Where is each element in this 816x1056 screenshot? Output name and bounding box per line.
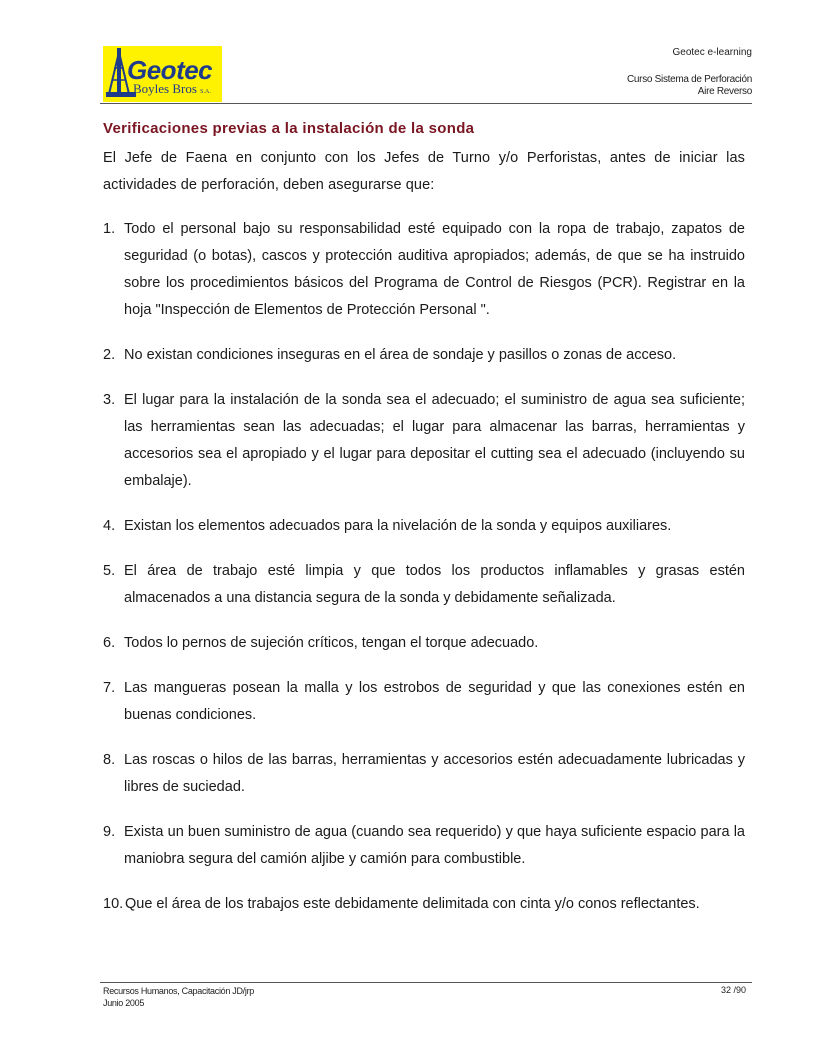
company-logo (103, 46, 222, 102)
item-text: Todos lo pernos de sujeción críticos, tengan el torque adecuado. (124, 635, 539, 651)
list-item (103, 675, 745, 729)
item-number: 9. (103, 824, 116, 840)
footer-date: Junio 2005 (103, 998, 145, 1008)
item-text: El área de trabajo esté limpia y que todos los productos inflamables y grasas estén almacenados a una distancia segura de la sonda y debidamente señalizada. (124, 563, 745, 606)
item-number: 5. (103, 563, 116, 579)
item-number: 1. (103, 221, 116, 237)
page-number: 32 /90 (720, 985, 746, 995)
list-item (103, 747, 745, 801)
list-item (103, 630, 745, 657)
list-item (103, 513, 745, 540)
item-number: 2. (103, 347, 116, 363)
footer-department: Recursos Humanos, Capacitación JD/jrp (103, 986, 254, 996)
checklist (103, 216, 745, 936)
header-course-platform: Geotec e-learning (672, 47, 752, 58)
item-number: 3. (103, 392, 116, 408)
item-number: 7. (103, 680, 116, 696)
intro-paragraph: El Jefe de Faena en conjunto con los Jefes de Turno y/o Perforistas, antes de iniciar las actividades de perforación, deben asegurarse que: (103, 150, 745, 193)
footer-divider (100, 982, 752, 983)
list-item (103, 558, 745, 612)
list-item (103, 342, 745, 369)
footer-info (103, 985, 254, 1009)
item-text: Las mangueras posean la malla y los estrobos de seguridad y que las conexiones estén en buenas condiciones. (124, 680, 745, 723)
section-title: Verificaciones previas a la instalación de la sonda (103, 120, 475, 137)
item-number: 4. (103, 518, 116, 534)
item-text: El lugar para la instalación de la sonda sea el adecuado; el suministro de agua sea suficiente; las herramientas sean las adecuadas; el lugar para almacenar las barras, herramientas y accesorios sea el apropiado y el lugar para depositar el cutting sea el adecuado (incluyendo su embalaje). (124, 392, 745, 489)
item-text: Las roscas o hilos de las barras, herramientas y accesorios estén adecuadamente lubricadas y libres de suciedad. (124, 752, 745, 795)
item-text: Existan los elementos adecuados para la nivelación de la sonda y equipos auxiliares. (124, 518, 672, 534)
list-item (103, 819, 745, 873)
list-item (103, 891, 745, 918)
list-item (103, 387, 745, 495)
item-text: Que el área de los trabajos este debidamente delimitada con cinta y/o conos reflectantes. (125, 896, 700, 912)
item-number: 6. (103, 635, 116, 651)
item-number: 10. (103, 896, 124, 912)
header-course-module: Aire Reverso (697, 86, 752, 97)
item-number: 8. (103, 752, 116, 768)
header-course-name: Curso Sistema de Perforación (627, 74, 752, 85)
item-text: Todo el personal bajo su responsabilidad esté equipado con la ropa de trabajo, zapatos de seguridad (o botas), cascos y protección auditiva apropiados; además, de que se ha instruido sobre los procedimientos básicos del Programa de Control de Riesgos (PCR). Registrar en la hoja "Inspección de Elementos de Protección Personal ". (124, 221, 745, 318)
item-text: Exista un buen suministro de agua (cuando sea requerido) y que haya suficiente espacio para la maniobra segura del camión aljibe y camión para combustible. (124, 824, 745, 867)
header-divider (100, 103, 752, 104)
logo-wordmark: Geotec (127, 55, 213, 85)
logo-subtitle: Boyles Bros S.A. (133, 81, 211, 96)
list-item (103, 216, 745, 324)
item-text: No existan condiciones inseguras en el área de sondaje y pasillos o zonas de acceso. (124, 347, 677, 363)
